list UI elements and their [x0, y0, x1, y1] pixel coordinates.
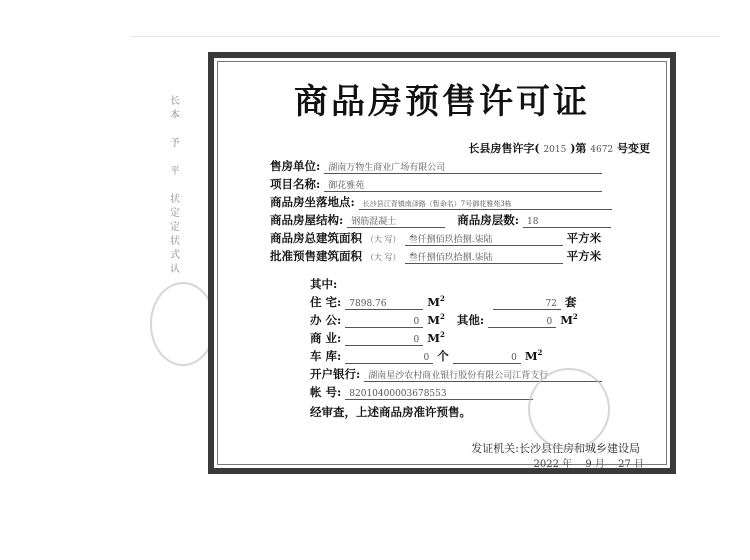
approved-area-row: 批准预售建筑面积 （大 写） 叁仟捌佰玖拾捌.柒陆 平方米 [270, 249, 602, 263]
residential-row: 住 宅: 7898.76 $M^2$ 72 套 [310, 294, 577, 309]
location-row: 商品房坐落地点: 长沙县江背镇南泽路（暂命名）7号御花雅苑3栋 [270, 194, 612, 210]
structure-row: 商品房屋结构: 钢筋混凝土 商品房层数: 18 [270, 212, 611, 228]
approval-statement: 经审查，上述商品房准许预售。 [310, 405, 471, 419]
seller-row: 售房单位: 湖南万物生商业广场有限公司 [270, 158, 602, 174]
office-row: 办 公: 0 $M^2$ 其他: 0 $M^2$ [310, 312, 578, 327]
scan-edge [130, 36, 720, 37]
permit-number: 长县房售许字( 2015 )第 4672 号变更 [468, 142, 650, 155]
certificate-title: 商品房预售许可证 [294, 82, 590, 122]
total-area-row: 商品房总建筑面积 （大 写） 叁仟捌佰玖拾捌.柒陆 平方米 [270, 231, 602, 245]
commercial-row: 商 业: 0 $M^2$ [310, 330, 445, 345]
issue-date: 2022 年 9 月 27 日 [533, 459, 644, 470]
official-seal-right [528, 368, 610, 450]
bank-row: 开户银行: 湖南星沙农村商业银行股份有限公司江背支行 [310, 366, 602, 382]
project-row: 项目名称: 御花雅苑 [270, 176, 602, 192]
issuing-authority: 发证机关:长沙县住房和城乡建设局 [471, 442, 640, 455]
breakdown-heading: 其中: [310, 277, 338, 291]
garage-row: 车 库: 0 个 0 $M^2$ [310, 348, 543, 363]
account-row: 帐 号: 82010400003678553 [310, 384, 533, 400]
official-seal-left [150, 282, 216, 366]
margin-text: 长 本 予 平 状 定 定 状 式 认 [170, 96, 180, 275]
